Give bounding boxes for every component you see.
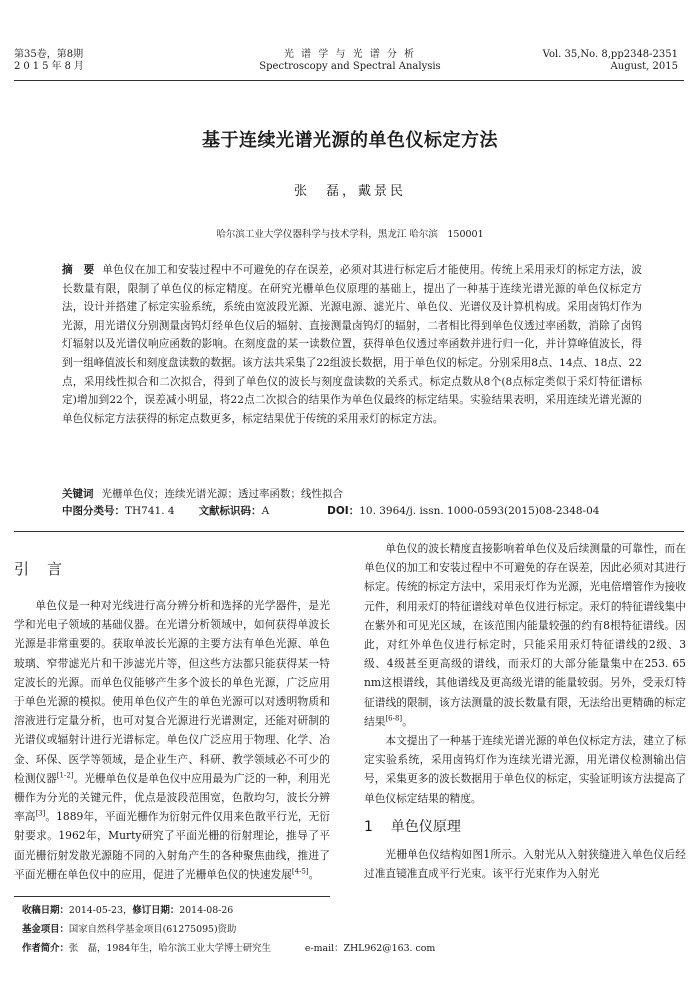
intro-p1-part-a: 单色仪是一种对光线进行高分辨分析和选择的光学器件，是光学和光电子领域的基础仪器。在光谱分析领域中，如何获得单波长光源是非常重要的。获取单波长光源的主要方法有单色光源、单色玻璃、窄带滤光片和干涉滤光片等，但这些方法都只能获得某一特定波长的光源。而单色仪能够产生多个波长的单色光源，广泛应用于单色光源的模拟。使用单色仪产生的单色光源可以对透明物质和溶液进行定量分析，也可对复合光源进行光谱测定，还能对研制的光谱仪或辐射计进行光谱标定。单色仪广泛应用于物理、化学、冶金、环保、医学等领域，是企业生产、科研、教学领域必不可少的检测仪器 bbox=[14, 599, 330, 785]
keywords bbox=[62, 486, 642, 503]
doc-code-value: A bbox=[261, 505, 270, 517]
issue-date-en: August, 2015 bbox=[610, 61, 678, 72]
volume-pages-en: Vol. 35,No. 8,pp2348-2351 bbox=[542, 49, 678, 60]
authors: 张 磊，戴景民 bbox=[293, 184, 406, 199]
abstract-text: 单色仪在加工和安装过程中不可避免的存在误差，必须对其进行标定后才能使用。传统上采用汞灯的标定方法，波长数量有限，限制了单色仪的标定精度。在研究光栅单色仪原理的基础上，提出了一种基于连续光谱光源的单色仪标定方法，设计并搭建了标定实验系统，系统由宽波段光源、光源电源、滤光片、单色仪、光谱仪及计算机构成。采用卤钨灯作为光源，用光谱仪分别测量卤钨灯经单色仪后的辐射、直接测量卤钨灯的辐射，二者相比得到单色仪透过率函数，消除了卤钨灯辐射以及光谱仪响应函数的影响。在刻度盘的某一读数位置，获得单色仪透过率函数并进行归一化，并计算峰值波长，得到一组峰值波长和刻度盘读数的数据。该方法共采集了22组波长数据，用于单色仪的标定。分别采用8点、14点、18点、22点，采用线性拟合和二次拟合，得到了单色仪的波长与刻度盘读数的关系式。标定点数从8个(8点标定类似于采灯特征谱标定)增加到22个，误差减小明显，将22点二次拟合的结果作为单色仪最终的标定结果。实验结果表明，采用连续光谱光源的单色仪标定方法获得的标定点数更多，标定结果优于传统的采用汞灯的标定方法。 bbox=[62, 264, 642, 425]
right-column bbox=[364, 539, 686, 883]
citation-1-2: [1-2] bbox=[56, 771, 74, 780]
doc-code-label: 文献标识码： bbox=[198, 505, 262, 517]
header-rule bbox=[14, 80, 684, 81]
intro-paragraph-3: 本文提出了一种基于连续光谱光源的单色仪标定方法，建立了标定实验系统，采用卤钨灯作为连续光谱光源，用光谱仪检测输出信号，采集更多的波长数据用于单色仪的标定，实验证明该方法提高了单色仪标定结果的精度。 bbox=[364, 734, 686, 805]
footnote-dates bbox=[22, 904, 233, 918]
bio-label: 作者简介： bbox=[22, 943, 69, 954]
intro-p1-part-d: 。 bbox=[308, 867, 320, 881]
keywords-text: 光栅单色仪；连续光谱光源；透过率函数；线性拟合 bbox=[101, 488, 343, 500]
abstract bbox=[62, 261, 642, 428]
section-1-paragraph-1: 光栅单色仪结构如图1所示。入射光从入射狭缝进入单色仪后经过准直镜准直成平行光束。该平行光束作为入射光 bbox=[364, 848, 686, 881]
citation-6-8: [6-8] bbox=[385, 714, 403, 723]
volume-issue: 第35卷，第8期 bbox=[14, 49, 84, 60]
affiliation: 哈尔滨工业大学仪器科学与技术学科，黑龙江 哈尔滨 150001 bbox=[216, 229, 484, 240]
classification-line bbox=[62, 503, 662, 520]
citation-3: [3] bbox=[35, 809, 46, 818]
intro-p2-part-a: 单色仪的波长精度直接影响着单色仪及后续测量的可靠性，而在单色仪的加工和安装过程中不可避免的存在误差，因此必须对其进行标定。传统的标定方法中，采用汞灯作为光源，光电倍增管作为接收元件，利用汞灯的特征谱线对单色仪进行标定。汞灯的特征谱线集中在紫外和可见光区域，在该范围内能量较强的约有8根特征谱线。因此，对红外单色仪进行标定时，只能采用汞灯特征谱线的2级、3级、4级甚至更高级的谱线，而汞灯的大部分能量集中在253. 65 nm这根谱线，其他谱线及更高级光谱的能量较弱。另外，受汞灯特征谱线的限制，该方法测量的波长数量有限，无法给出更精确的标定结果 bbox=[364, 542, 686, 728]
section-1-number: 1 bbox=[364, 818, 373, 835]
paper-title: 基于连续光谱光源的单色仪标定方法 bbox=[202, 130, 498, 151]
journal-name-en: Spectroscopy and Spectral Analysis bbox=[259, 61, 441, 72]
intro-p2-part-b: 。 bbox=[402, 714, 413, 728]
intro-heading: 引言 bbox=[14, 560, 81, 578]
intro-paragraph-2 bbox=[364, 539, 686, 731]
footnote-author-bio bbox=[22, 942, 435, 956]
author-email: e-mail：ZHL962@163. com bbox=[304, 943, 436, 954]
received-date: 2014-05-23， bbox=[68, 905, 133, 916]
keywords-label: 关键词 bbox=[62, 488, 94, 500]
clc-value: TH741. 4 bbox=[125, 505, 175, 517]
received-label: 收稿日期： bbox=[22, 905, 69, 916]
footnote-fund bbox=[22, 923, 236, 937]
intro-paragraph-1 bbox=[14, 596, 330, 884]
fund-label: 基金项目： bbox=[22, 924, 69, 935]
section-1-title: 单色仪原理 bbox=[390, 818, 461, 835]
intro-p1-part-b: 。光栅单色仪是单色仪中应用最为广泛的一种，利用光栅作为分光的关键元件，优点是波段范围宽，色散均匀，波长分辨率高 bbox=[14, 771, 331, 824]
issue-date-cn: 2015年8月 bbox=[14, 61, 87, 72]
bio-value: 张 磊，1984年生，哈尔滨工业大学博士研究生 bbox=[68, 943, 271, 954]
doi-value: 10. 3964/j. issn. 1000-0593(2015)08-2348-04 bbox=[359, 505, 600, 517]
section-1-heading bbox=[364, 818, 686, 837]
abstract-label: 摘 要 bbox=[62, 264, 95, 276]
footnote-rule bbox=[14, 896, 330, 897]
citation-4-5: [4-5] bbox=[291, 867, 309, 876]
doi-label: DOI： bbox=[327, 505, 360, 517]
left-column bbox=[14, 596, 330, 884]
fund-value: 国家自然科学基金项目(61275095)资助 bbox=[68, 924, 237, 935]
revised-date: 2014-08-26 bbox=[179, 905, 234, 916]
clc-label: 中图分类号： bbox=[62, 505, 125, 517]
intro-p1-part-c: 。1889年，平面光栅作为衍射元件仅用来色散平行光，无衍射要求。1962年，Murty研究了平面光栅的衍射理论，推导了平面光栅衍射发散光源随不同的入射角产生的各种聚焦曲线，推进了平面光栅在单色仪中的应用，促进了光栅单色仪的快速发展 bbox=[14, 810, 330, 881]
volume-pages bbox=[543, 49, 678, 73]
section-rule bbox=[14, 531, 684, 532]
revised-label: 修订日期： bbox=[132, 905, 180, 916]
journal-name-cn: 光 谱 学 与 光 谱 分 析 bbox=[283, 49, 417, 60]
